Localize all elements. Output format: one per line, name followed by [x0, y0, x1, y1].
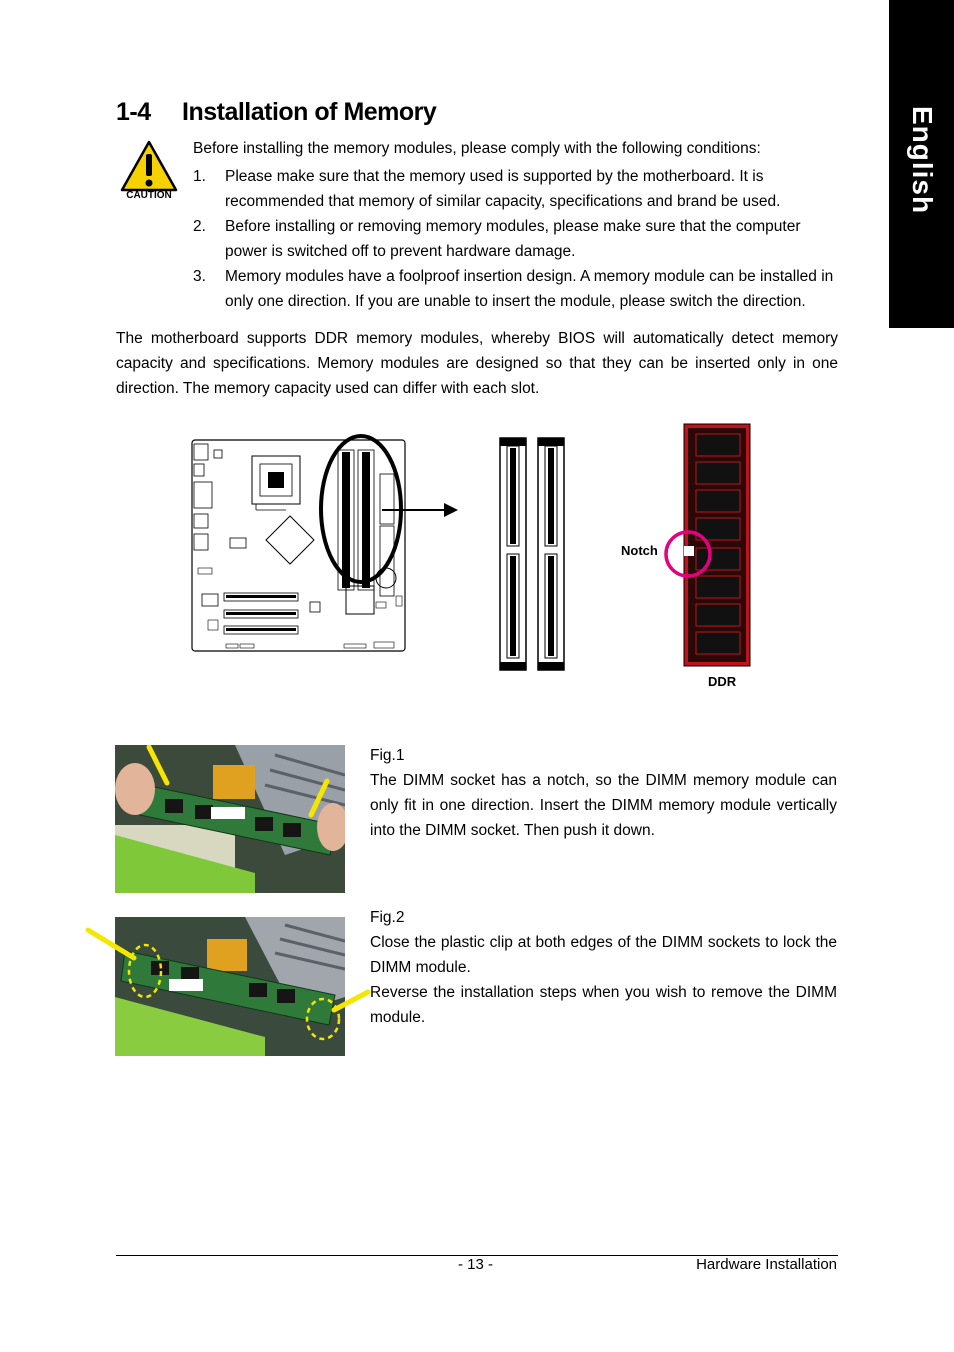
caution-item-text: Memory modules have a foolproof insertion design. A memory module can be installed in only one direction. If you are unable to insert the module, please switch the direction.	[225, 268, 834, 310]
fig2-photo	[115, 917, 345, 1056]
section-number: 1-4	[116, 98, 151, 126]
fig1-title: Fig.1	[370, 747, 405, 764]
caution-icon	[118, 140, 180, 206]
fig2-right-arrow-icon	[328, 988, 372, 1016]
caution-item-number: 3.	[193, 268, 206, 285]
caution-item-3	[193, 264, 839, 314]
section-title: Installation of Memory	[182, 98, 437, 126]
caution-item-2	[193, 214, 839, 264]
language-tab	[889, 0, 954, 328]
fig1-photo	[115, 745, 345, 893]
footer-section-title: Hardware Installation	[696, 1256, 837, 1273]
section-heading	[116, 98, 436, 127]
footer-page-number: - 13 -	[458, 1256, 494, 1273]
caution-intro: Before installing the memory modules, please comply with the following conditions:	[193, 140, 761, 157]
dimm-slots-enlarged	[498, 436, 568, 672]
fig1-caption	[370, 743, 837, 843]
ddr-label: DDR	[708, 674, 737, 689]
fig2-caption	[370, 905, 837, 1030]
fig2-line-2: Reverse the installation steps when you wish to remove the DIMM module.	[370, 984, 837, 1026]
caution-item-text: Before installing or removing memory modules, please make sure that the computer power is switched off to prevent hardware damage.	[225, 218, 801, 260]
fig2-title: Fig.2	[370, 909, 405, 926]
caution-item-text: Please make sure that the memory used is supported by the motherboard. It is recommended that memory of similar capacity, specifications and brand be used.	[225, 168, 781, 210]
caution-icon-text: CAUTION	[126, 190, 172, 201]
notch-label: Notch	[621, 543, 658, 558]
arrow-right-icon	[382, 500, 460, 522]
caution-item-number: 2.	[193, 218, 206, 235]
fig2-left-arrow-icon	[84, 926, 144, 966]
caution-item-number: 1.	[193, 168, 206, 185]
language-tab-label: English	[906, 105, 938, 215]
caution-list	[193, 164, 839, 314]
caution-item-1	[193, 164, 839, 214]
body-paragraph: The motherboard supports DDR memory modules, whereby BIOS will automatically detect memory capacity and specifications. Memory modules are designed so that they can be inserted only in one direction. The memory capacity used can differ with each slot.	[116, 330, 838, 397]
fig1-text: The DIMM socket has a notch, so the DIMM memory module can only fit in one direction. Insert the DIMM memory module vertically into the DIMM socket. Then push it down.	[370, 772, 837, 839]
notch-highlight-circle	[662, 528, 714, 580]
fig2-line-1: Close the plastic clip at both edges of the DIMM sockets to lock the DIMM module.	[370, 934, 837, 976]
